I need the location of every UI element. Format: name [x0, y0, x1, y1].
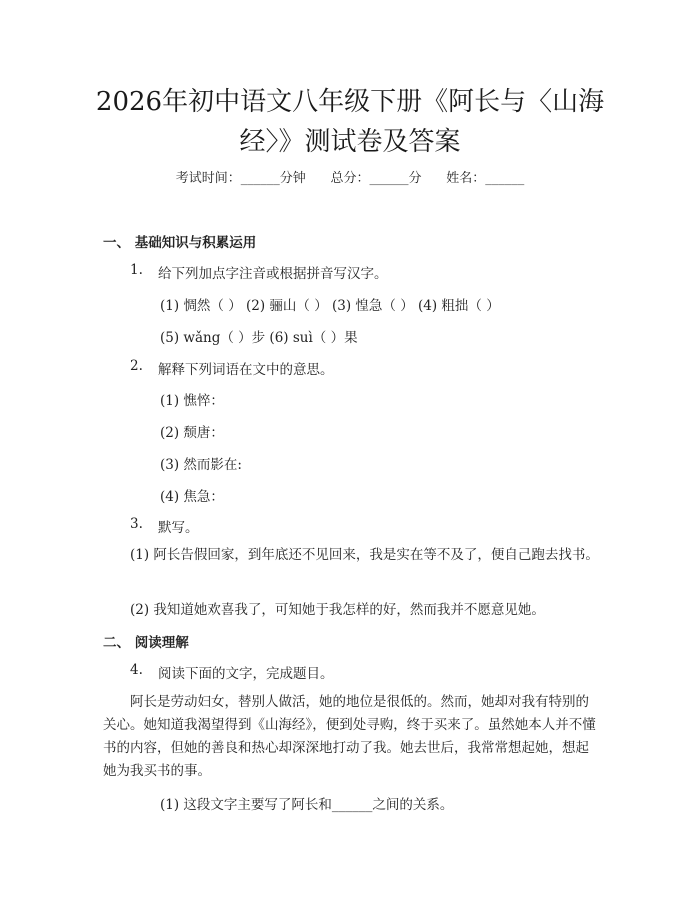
question-2-item: (4) 焦急： — [160, 489, 224, 505]
exam-header-info: 考试时间：______分钟 总分：______分 姓名：______ — [175, 171, 525, 186]
section-2-heading: 二、 阅读理解 — [103, 635, 189, 651]
question-1-row-2: (5) wǎng（ ）步 (6) suì（ ）果 — [160, 330, 358, 346]
question-3-item-1: (1) 阿长告假回家，到年底还不见回来，我是实在等不及了，便自己跑去找书。 — [130, 547, 599, 563]
question-4-text: 阅读下面的文字，完成题目。 — [158, 666, 334, 682]
question-4-sub-1: (1) 这段文字主要写了阿长和______之间的关系。 — [160, 797, 454, 813]
reading-passage: 阿长是劳动妇女，替别人做活，她的地位是很低的。然而，她却对我有特别的关心。她知道我渴望得到《山海经》，便到处寻购，终于买来了。虽然她本人并不懂书的内容，但她的善良和热心却深深地打动了我。她去世后，我常常想起她，想起她为我买书的事。 — [103, 694, 596, 779]
question-4-number: 4. — [130, 662, 143, 678]
section-1-heading: 一、 基础知识与积累运用 — [103, 235, 257, 251]
question-2-number: 2. — [130, 358, 143, 374]
question-3-number: 3. — [130, 516, 143, 532]
question-2-item: (2) 颓唐： — [160, 425, 224, 441]
question-1-number: 1. — [130, 262, 143, 278]
question-2-text: 解释下列词语在文中的意思。 — [158, 362, 334, 378]
question-1-row-1: (1) 惆然（ ） (2) 骊山（ ） (3) 惶急（ ） (4) 粗拙（ ） — [160, 298, 500, 314]
question-3-item-2: (2) 我知道她欢喜我了，可知她于我怎样的好，然而我并不愿意见她。 — [130, 602, 545, 618]
question-1-text: 给下列加点字注音或根据拼音写汉字。 — [158, 266, 388, 282]
question-2-item: (1) 憔悴： — [160, 393, 224, 409]
question-2-item: (3) 然而影在: — [160, 457, 242, 473]
page-title: 2026年初中语文八年级下册《阿长与〈山海经〉》测试卷及答案 — [95, 87, 605, 157]
question-3-text: 默写。 — [158, 520, 199, 536]
